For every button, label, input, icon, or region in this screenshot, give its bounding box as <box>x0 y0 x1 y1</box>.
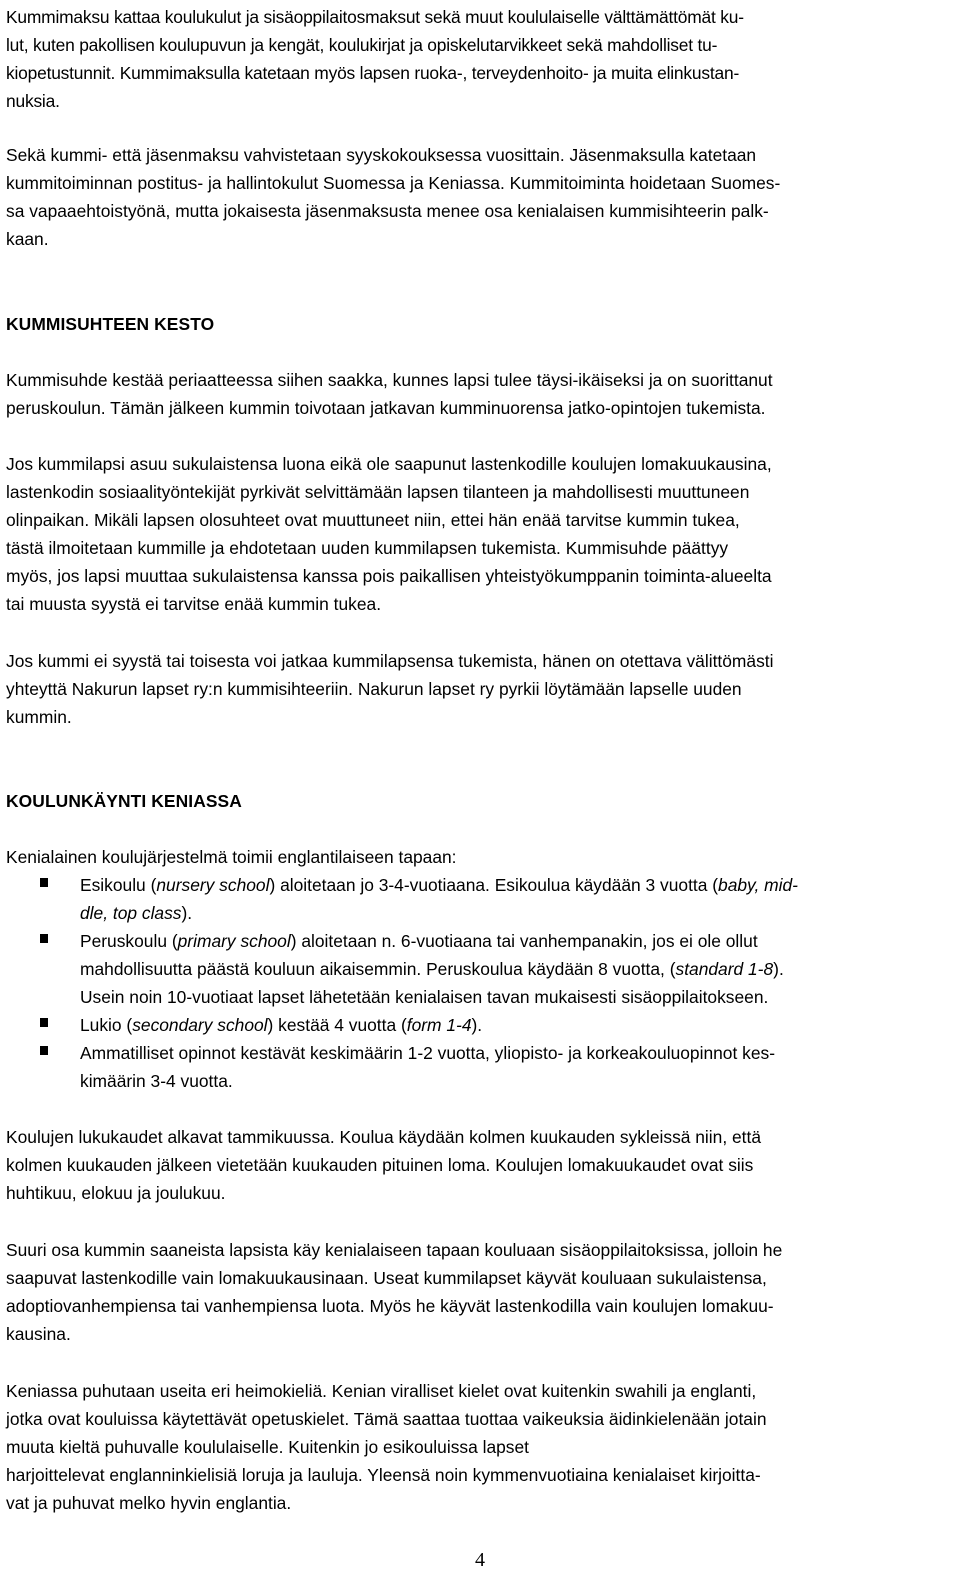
list-item <box>6 927 952 1011</box>
text-segment: ). <box>773 959 784 979</box>
text-line: vat ja puhuvat melko hyvin englantia. <box>6 1493 292 1513</box>
school-system-intro: Kenialainen koulujärjestelmä toimii englantilaiseen tapaan: <box>6 847 457 867</box>
text-line: muuta kieltä puhuvalle koululaiselle. Kuitenkin jo esikouluissa lapset <box>6 1437 529 1457</box>
text-line: Jos kummi ei syystä tai toisesta voi jatkaa kummilapsensa tukemista, hänen on otettava välittömästi <box>6 651 774 671</box>
square-bullet-icon <box>40 934 48 943</box>
italic-term: nursery school <box>156 875 270 895</box>
text-segment: ). <box>181 903 193 923</box>
text-line: Kummimaksu kattaa koulukulut ja sisäoppilaitosmaksut sekä muut koululaiselle välttämättömät ku- <box>6 7 744 27</box>
list-item <box>6 871 952 927</box>
paragraph-duration <box>6 366 952 422</box>
text-line: huhtikuu, elokuu ja joulukuu. <box>6 1183 226 1203</box>
heading-koulunkaynti-keniassa: KOULUNKÄYNTI KENIASSA <box>6 791 242 811</box>
text-line <box>80 955 952 983</box>
list-item <box>6 1011 952 1039</box>
page-number: 4 <box>475 1549 485 1571</box>
text-line: Jos kummilapsi asuu sukulaistensa luona eikä ole saapunut lastenkodille koulujen lomakuukausina, <box>6 454 772 474</box>
italic-term: standard 1-8 <box>675 959 774 979</box>
text-line: Keniassa puhutaan useita eri heimokieliä. Kenian viralliset kielet ovat kuitenkin swahili ja englanti, <box>6 1381 757 1401</box>
paragraph-membership-fee <box>6 141 952 253</box>
text-segment: Peruskoulu ( <box>80 931 178 951</box>
italic-term: primary school <box>177 931 291 951</box>
text-line: myös, jos lapsi muuttaa sukulaistensa kanssa pois paikallisen yhteistyökumppanin toiminta-alueelta <box>6 566 772 586</box>
text-line: Kummisuhde kestää periaatteessa siihen saakka, kunnes lapsi tulee täysi-ikäiseksi ja on suorittanut <box>6 370 773 390</box>
text-line: peruskoulun. Tämän jälkeen kummin toivotaan jatkavan kumminuorensa jatko-opintojen tukemista. <box>6 398 766 418</box>
text-line <box>80 983 952 1011</box>
square-bullet-icon <box>40 1046 48 1055</box>
square-bullet-icon <box>40 1018 48 1027</box>
paragraph-languages <box>6 1377 952 1517</box>
text-line <box>80 899 952 927</box>
text-segment: Usein noin 10-vuotiaat lapset lähetetään kenialaisen tavan mukaisesti sisäoppilaitokseen. <box>80 987 769 1007</box>
text-segment: Lukio ( <box>80 1015 133 1035</box>
paragraph-intro-fees <box>6 3 952 115</box>
text-line: Sekä kummi- että jäsenmaksu vahvistetaan syyskokouksessa vuosittain. Jäsenmaksulla katetaan <box>6 145 757 165</box>
paragraph-cannot-continue <box>6 647 952 731</box>
text-line: olinpaikan. Mikäli lapsen olosuhteet ovat muuttuneet niin, ettei hän enää tarvitse kummin tukea, <box>6 510 740 530</box>
text-segment: ) aloitetaan n. 6-vuotiaana tai vanhempanakin, jos ei ole ollut <box>290 931 758 951</box>
text-line: tästä ilmoitetaan kummille ja ehdotetaan uuden kummilapsen tukemista. Kummisuhde päättyy <box>6 538 729 558</box>
text-line: Suuri osa kummin saaneista lapsista käy kenialaiseen tapaan kouluaan sisäoppilaitoksissa, jolloin he <box>6 1240 783 1260</box>
paragraph-terms <box>6 1123 952 1207</box>
text-segment: ) aloitetaan jo 3-4-vuotiaana. Esikoulua käydään 3 vuotta ( <box>269 875 719 895</box>
text-line: nuksia. <box>6 91 60 111</box>
italic-term: form 1-4 <box>406 1015 472 1035</box>
text-line: adoptiovanhempiensa tai vanhempiensa luota. Myös he käyvät lastenkodilla vain koulujen lomakuu- <box>6 1296 774 1316</box>
text-segment: Ammatilliset opinnot kestävät keskimäärin 1-2 vuotta, yliopisto- ja korkeakouluopinnot kes- <box>80 1043 775 1063</box>
text-segment: kimäärin 3-4 vuotta. <box>80 1071 233 1091</box>
text-line: kolmen kuukauden jälkeen vietetään kuukauden pituinen loma. Koulujen lomakuukaudet ovat siis <box>6 1155 754 1175</box>
paragraph-boarding-schools <box>6 1236 952 1348</box>
text-line <box>80 1039 952 1067</box>
text-line: kummitoiminnan postitus- ja hallintokulut Suomessa ja Keniassa. Kummitoiminta hoidetaan Suomes- <box>6 173 781 193</box>
text-line: kaan. <box>6 229 49 249</box>
text-line: kausina. <box>6 1324 71 1344</box>
text-segment: mahdollisuutta päästä kouluun aikaisemmin. Peruskoulua käydään 8 vuotta, ( <box>80 959 676 979</box>
text-line: Koulujen lukukaudet alkavat tammikuussa. Koulua käydään kolmen kuukauden sykleissä niin, että <box>6 1127 762 1147</box>
paragraph-relatives <box>6 450 952 618</box>
school-levels-list <box>6 871 952 1095</box>
text-line <box>80 871 952 899</box>
text-line <box>80 1011 952 1039</box>
italic-term: secondary school <box>132 1015 268 1035</box>
text-segment: Esikoulu ( <box>80 875 157 895</box>
text-line: lut, kuten pakollisen koulupuvun ja kengät, koulukirjat ja opiskelutarvikkeet sekä mahdolliset tu- <box>6 35 718 55</box>
list-item <box>6 1039 952 1095</box>
text-line: jotka ovat kouluissa käytettävät opetuskielet. Tämä saattaa tuottaa vaikeuksia äidinkielenään jotain <box>6 1409 767 1429</box>
square-bullet-icon <box>40 878 48 887</box>
text-line: kiopetustunnit. Kummimaksulla katetaan myös lapsen ruoka-, terveydenhoito- ja muita elinkustan- <box>6 63 740 83</box>
text-line <box>80 927 952 955</box>
text-line: yhteyttä Nakurun lapset ry:n kummisihteeriin. Nakurun lapset ry pyrkii löytämään lapselle uuden <box>6 679 742 699</box>
text-line: harjoittelevat englanninkielisiä loruja ja lauluja. Yleensä noin kymmenvuotiaina kenialaiset kirjoitta- <box>6 1465 761 1485</box>
text-line: lastenkodin sosiaalityöntekijät pyrkivät selvittämään lapsen tilanteen ja mahdollisesti muuttuneen <box>6 482 750 502</box>
text-line <box>80 1067 952 1095</box>
text-line: sa vapaaehtoistyönä, mutta jokaisesta jäsenmaksusta menee osa kenialaisen kummisihteerin palk- <box>6 201 769 221</box>
text-segment: ) kestää 4 vuotta ( <box>267 1015 407 1035</box>
text-line: kummin. <box>6 707 72 727</box>
italic-term: baby, mid- <box>718 875 798 895</box>
heading-kummisuhteen-kesto: KUMMISUHTEEN KESTO <box>6 314 215 334</box>
text-line: saapuvat lastenkodille vain lomakuukausinaan. Useat kummilapset käyvät kouluaan sukulaistensa, <box>6 1268 767 1288</box>
text-line: tai muusta syystä ei tarvitse enää kummin tukea. <box>6 594 382 614</box>
italic-term: dle, top class <box>80 903 182 923</box>
text-segment: ). <box>471 1015 483 1035</box>
